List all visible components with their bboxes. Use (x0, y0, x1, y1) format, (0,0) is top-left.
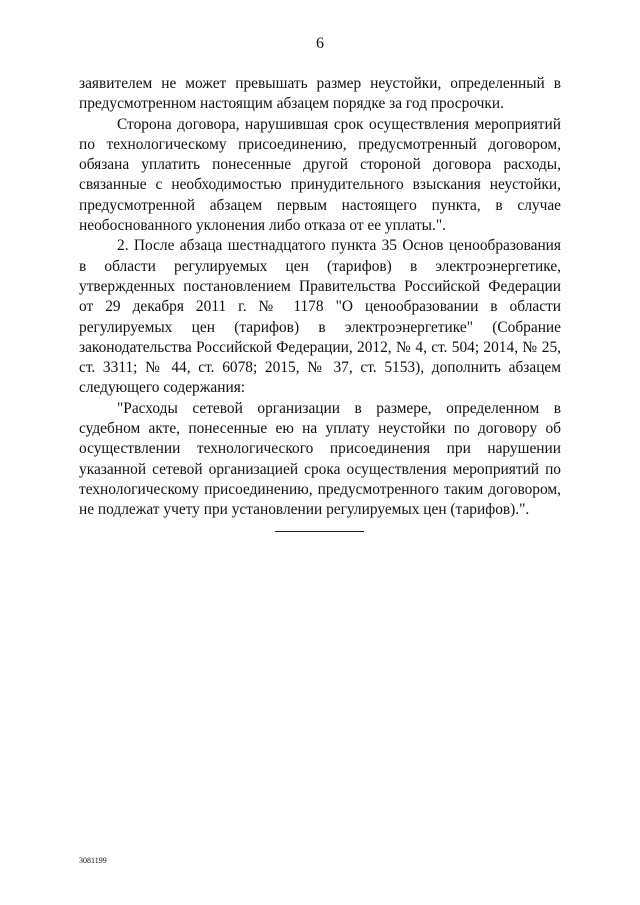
paragraph-continuation: заявителем не может превышать размер неустойки, определенный в предусмотренном настоящим абзацем порядке за год просрочки. (79, 75, 561, 113)
paragraph-item-2: 2. После абзаца шестнадцатого пункта 35 Основ ценообразования в области регулируемых цен (тарифов) в электроэнергетике, утвержденных постановлением Правительства Российской Федерации от 29 декабря 2011 г. № 1178 "О ценообразовании в области регулируемых цен (тарифов) в электроэнергетике" (Собрание законодательства Российской Федерации, 2012, № 4, ст. 504; 2014, № 25, ст. 3311; № 44, ст. 6078; 2015, № 37, ст. 5153), дополнить абзацем следующего содержания: (79, 237, 561, 397)
document-body (79, 74, 561, 521)
page-number: 6 (316, 35, 324, 52)
end-separator-line (275, 531, 364, 532)
paragraph-party-expenses: Сторона договора, нарушившая срок осуществления мероприятий по технологическому присоединению, предусмотренный договором, обязана уплатить понесенные другой стороной договора расходы, связанные с необходимостью принудительного взыскания неустойки, предусмотренной абзацем первым настоящего пункта, в случае необоснованного уклонения либо отказа от ее уплаты.". (79, 115, 561, 235)
paragraph-quoted-addition: "Расходы сетевой организации в размере, определенном в судебном акте, понесенные ею на уплату неустойки по договору об осуществлении технологического присоединения при нарушении указанной сетевой организацией срока осуществления мероприятий по технологическому присоединению, предусмотренного таким договором, не подлежат учету при установлении регулируемых цен (тарифов).". (79, 399, 561, 519)
document-code: 3081199 (79, 856, 107, 865)
